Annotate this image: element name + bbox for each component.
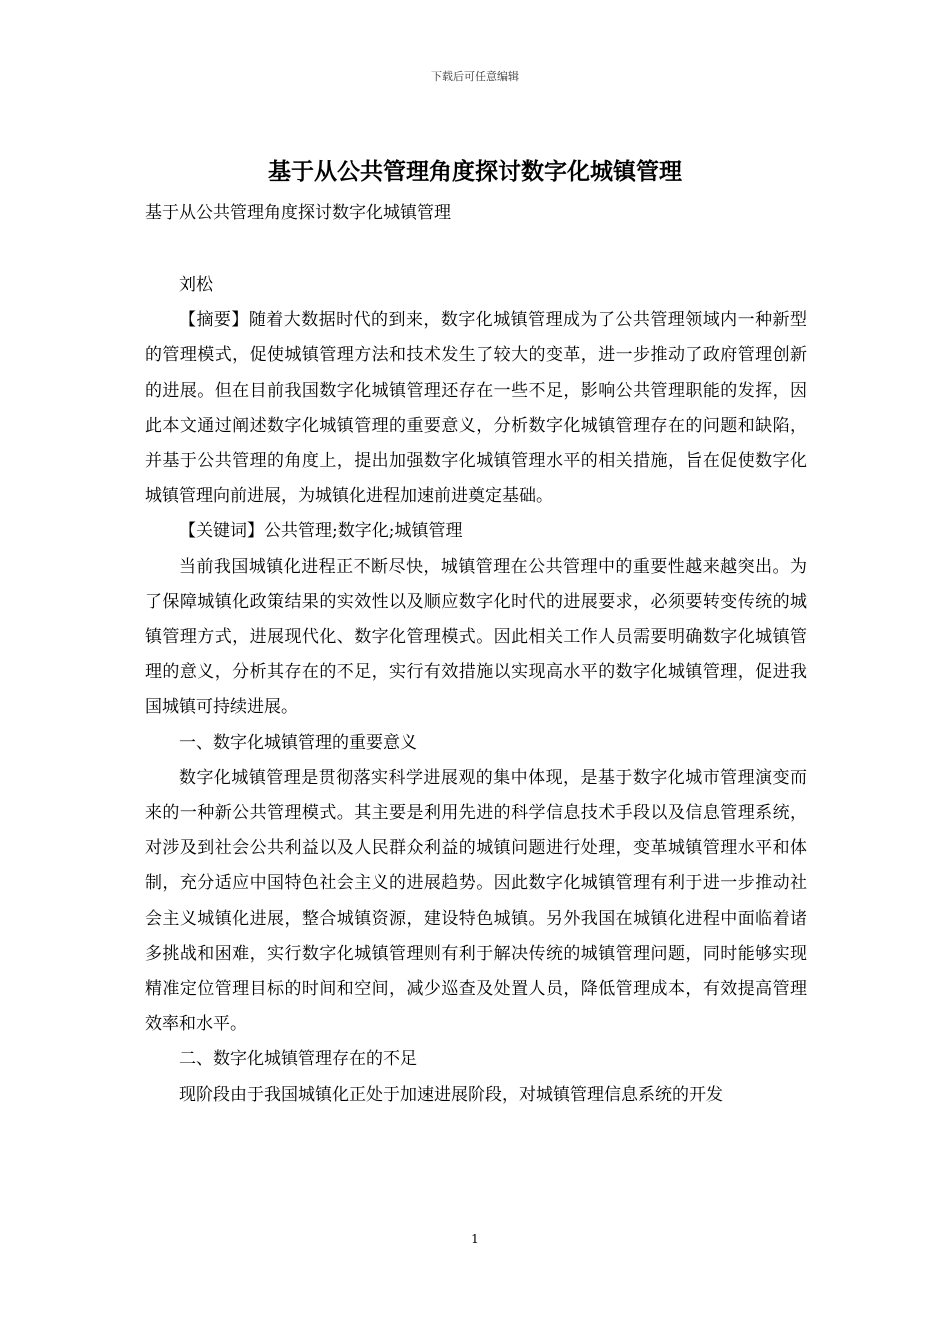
author: 刘松 (179, 275, 213, 295)
abstract-paragraph: 【摘要】随着大数据时代的到来，数字化城镇管理成为了公共管理领域内一种新型的管理模式，促使城镇管理方法和技术发生了较大的变革，进一步推动了政府管理创新的进展。但在目前我国数字化城镇管理还存在一些不足，影响公共管理职能的发挥，因此本文通过阐述数字化城镇管理的重要意义，分析数字化城镇管理存在的问题和缺陷，并基于公共管理的角度上，提出加强数字化城镇管理水平的相关措施，旨在促使数字化城镇管理向前进展，为城镇化进程加速前进奠定基础。 (145, 310, 807, 507)
page-number: 1 (471, 1232, 479, 1246)
document-title: 基于从公共管理角度探讨数字化城镇管理 (268, 158, 682, 185)
section1-heading: 一、数字化城镇管理的重要意义 (179, 732, 417, 753)
section1-paragraph: 数字化城镇管理是贯彻落实科学进展观的集中体现，是基于数字化城市管理演变而来的一种新公共管理模式。其主要是利用先进的科学信息技术手段以及信息管理系统，对涉及到社会公共利益以及人民群众利益的城镇问题进行处理，变革城镇管理水平和体制，充分适应中国特色社会主义的进展趋势。因此数字化城镇管理有利于进一步推动社会主义城镇化进展，整合城镇资源，建设特色城镇。另外我国在城镇化进程中面临着诸多挑战和困难，实行数字化城镇管理则有利于解决传统的城镇管理问题，同时能够实现精准定位管理目标的时间和空间，减少巡查及处置人员，降低管理成本，有效提高管理效率和水平。 (145, 767, 807, 1035)
intro-paragraph: 当前我国城镇化进程正不断尽快，城镇管理在公共管理中的重要性越来越突出。为了保障城镇化政策结果的实效性以及顺应数字化时代的进展要求，必须要转变传统的城镇管理方式，进展现代化、数字化管理模式。因此相关工作人员需要明确数字化城镇管理的意义，分析其存在的不足，实行有效措施以实现高水平的数字化城镇管理，促进我国城镇可持续进展。 (145, 556, 807, 718)
section2-heading: 二、数字化城镇管理存在的不足 (179, 1049, 417, 1070)
document-subtitle: 基于从公共管理角度探讨数字化城镇管理 (145, 203, 451, 223)
header-note: 下载后可任意编辑 (431, 70, 519, 83)
keywords-paragraph: 【关键词】公共管理;数字化;城镇管理 (179, 521, 463, 542)
document-body (145, 268, 807, 1113)
section2-paragraph: 现阶段由于我国城镇化正处于加速进展阶段，对城镇管理信息系统的开发 (179, 1084, 723, 1105)
